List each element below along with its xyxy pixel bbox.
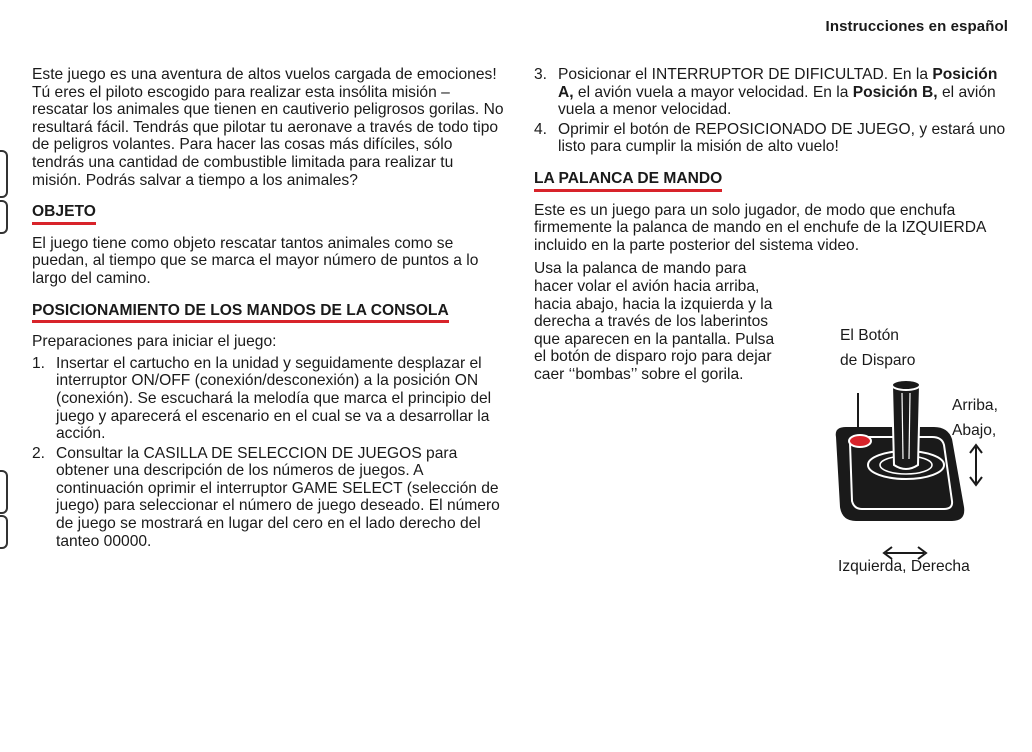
text-part: el avión vuela a menor velocidad. — [558, 83, 996, 119]
fire-button-label-line1: El Botón — [840, 327, 899, 344]
list-item — [534, 121, 1008, 156]
palanca-paragraph: Este es un juego para un solo jugador, de modo que enchufa firmemente la palanca de mando en el enchufe de la IZQUIERDA incluido en la parte posterior del sistema video. — [534, 201, 986, 254]
setup-steps-list — [32, 355, 504, 551]
text-part: Posicionar el INTERRUPTOR DE DIFICULTAD. En la — [558, 66, 929, 83]
binding-mark — [0, 200, 8, 234]
objeto-heading: OBJETO — [32, 203, 96, 225]
list-text: Oprimir el botón de REPOSICIONADO DE JUEGO, y estará uno listo para cumplir la misión de alto vuelo! — [558, 120, 1006, 156]
consola-heading: POSICIONAMIENTO DE LOS MANDOS DE LA CONSOLA — [32, 302, 449, 324]
list-text — [558, 66, 1008, 119]
fire-button-label-line2: de Disparo — [840, 352, 916, 369]
joystick-drawing — [828, 325, 1018, 565]
left-column — [32, 66, 504, 552]
up-down-label-line2: Abajo, — [952, 422, 997, 439]
binding-mark — [0, 150, 8, 198]
list-number: 3. — [534, 66, 548, 83]
stick-top — [892, 380, 920, 390]
up-down-label-line1: Arriba, — [952, 397, 998, 414]
setup-steps-list-continued — [534, 66, 1008, 156]
list-item — [534, 66, 1008, 119]
position-a-label: Posición A, — [558, 66, 998, 101]
joystick-stick-icon — [892, 382, 920, 469]
objeto-paragraph: El juego tiene como objeto rescatar tantos animales como se puedan, al tiempo que se marca el mayor número de puntos a lo largo del camino. — [32, 234, 479, 287]
intro-paragraph: Este juego es una aventura de altos vuelos cargada de emociones! Tú eres el piloto escogido para realizar esta insólita misión – rescatar los animales que tienen en cautiverio peligrosos gorilas. No resultará fácil. Tendrás que pilotar tu aeronave a través de todo tipo de peligros volantes. Para hacer las cosas más difíciles, sólo tendrás una cantidad de combustible limitada para realizar tu misión. Podrás salvar a tiempo a los animales? — [32, 66, 504, 189]
list-item — [32, 445, 504, 551]
joystick-paragraph: Usa la palanca de mando para hacer volar el avión hacia arriba, hacia abajo, hacia la izquierda y la derecha a través de los laberintos que aparecen en la pantalla. Pulsa el botón de disparo rojo para dejar caer ‘‘bombas’’ sobre el gorila. — [534, 260, 775, 383]
list-text: Consultar la CASILLA DE SELECCION DE JUEGOS para obtener una descripción de los números de juegos. A continuación oprimir el interruptor GAME SELECT (selección de juego) para seleccionar el número de juego deseado. El número de juego se mostrará en lugar del cero en el lado derecho del tanteo 00000. — [56, 444, 500, 550]
fire-button-icon — [849, 435, 871, 447]
binding-mark — [0, 515, 8, 549]
binding-mark — [0, 470, 8, 514]
page-header: Instrucciones en español — [825, 18, 1008, 35]
list-number: 4. — [534, 120, 548, 138]
list-item — [32, 355, 504, 443]
palanca-heading: LA PALANCA DE MANDO — [534, 170, 722, 192]
list-number: 1. — [32, 354, 46, 372]
position-b-label: Posición B, — [852, 83, 938, 101]
prep-line: Preparaciones para iniciar el juego: — [32, 333, 277, 351]
list-number: 2. — [32, 444, 46, 462]
left-right-label: Izquierda, Derecha — [838, 558, 970, 575]
text-part: el avión vuela a mayor velocidad. En la — [573, 83, 849, 101]
joystick-figure — [828, 325, 1018, 585]
list-text: Insertar el cartucho en la unidad y seguidamente desplazar el interruptor ON/OFF (conexión/desconexión) a la posición ON (conexión). Se escuchará la melodía que marca el principio del juego y aparecerá el escenario en el cual se va a desarrollar la acción. — [56, 354, 492, 443]
